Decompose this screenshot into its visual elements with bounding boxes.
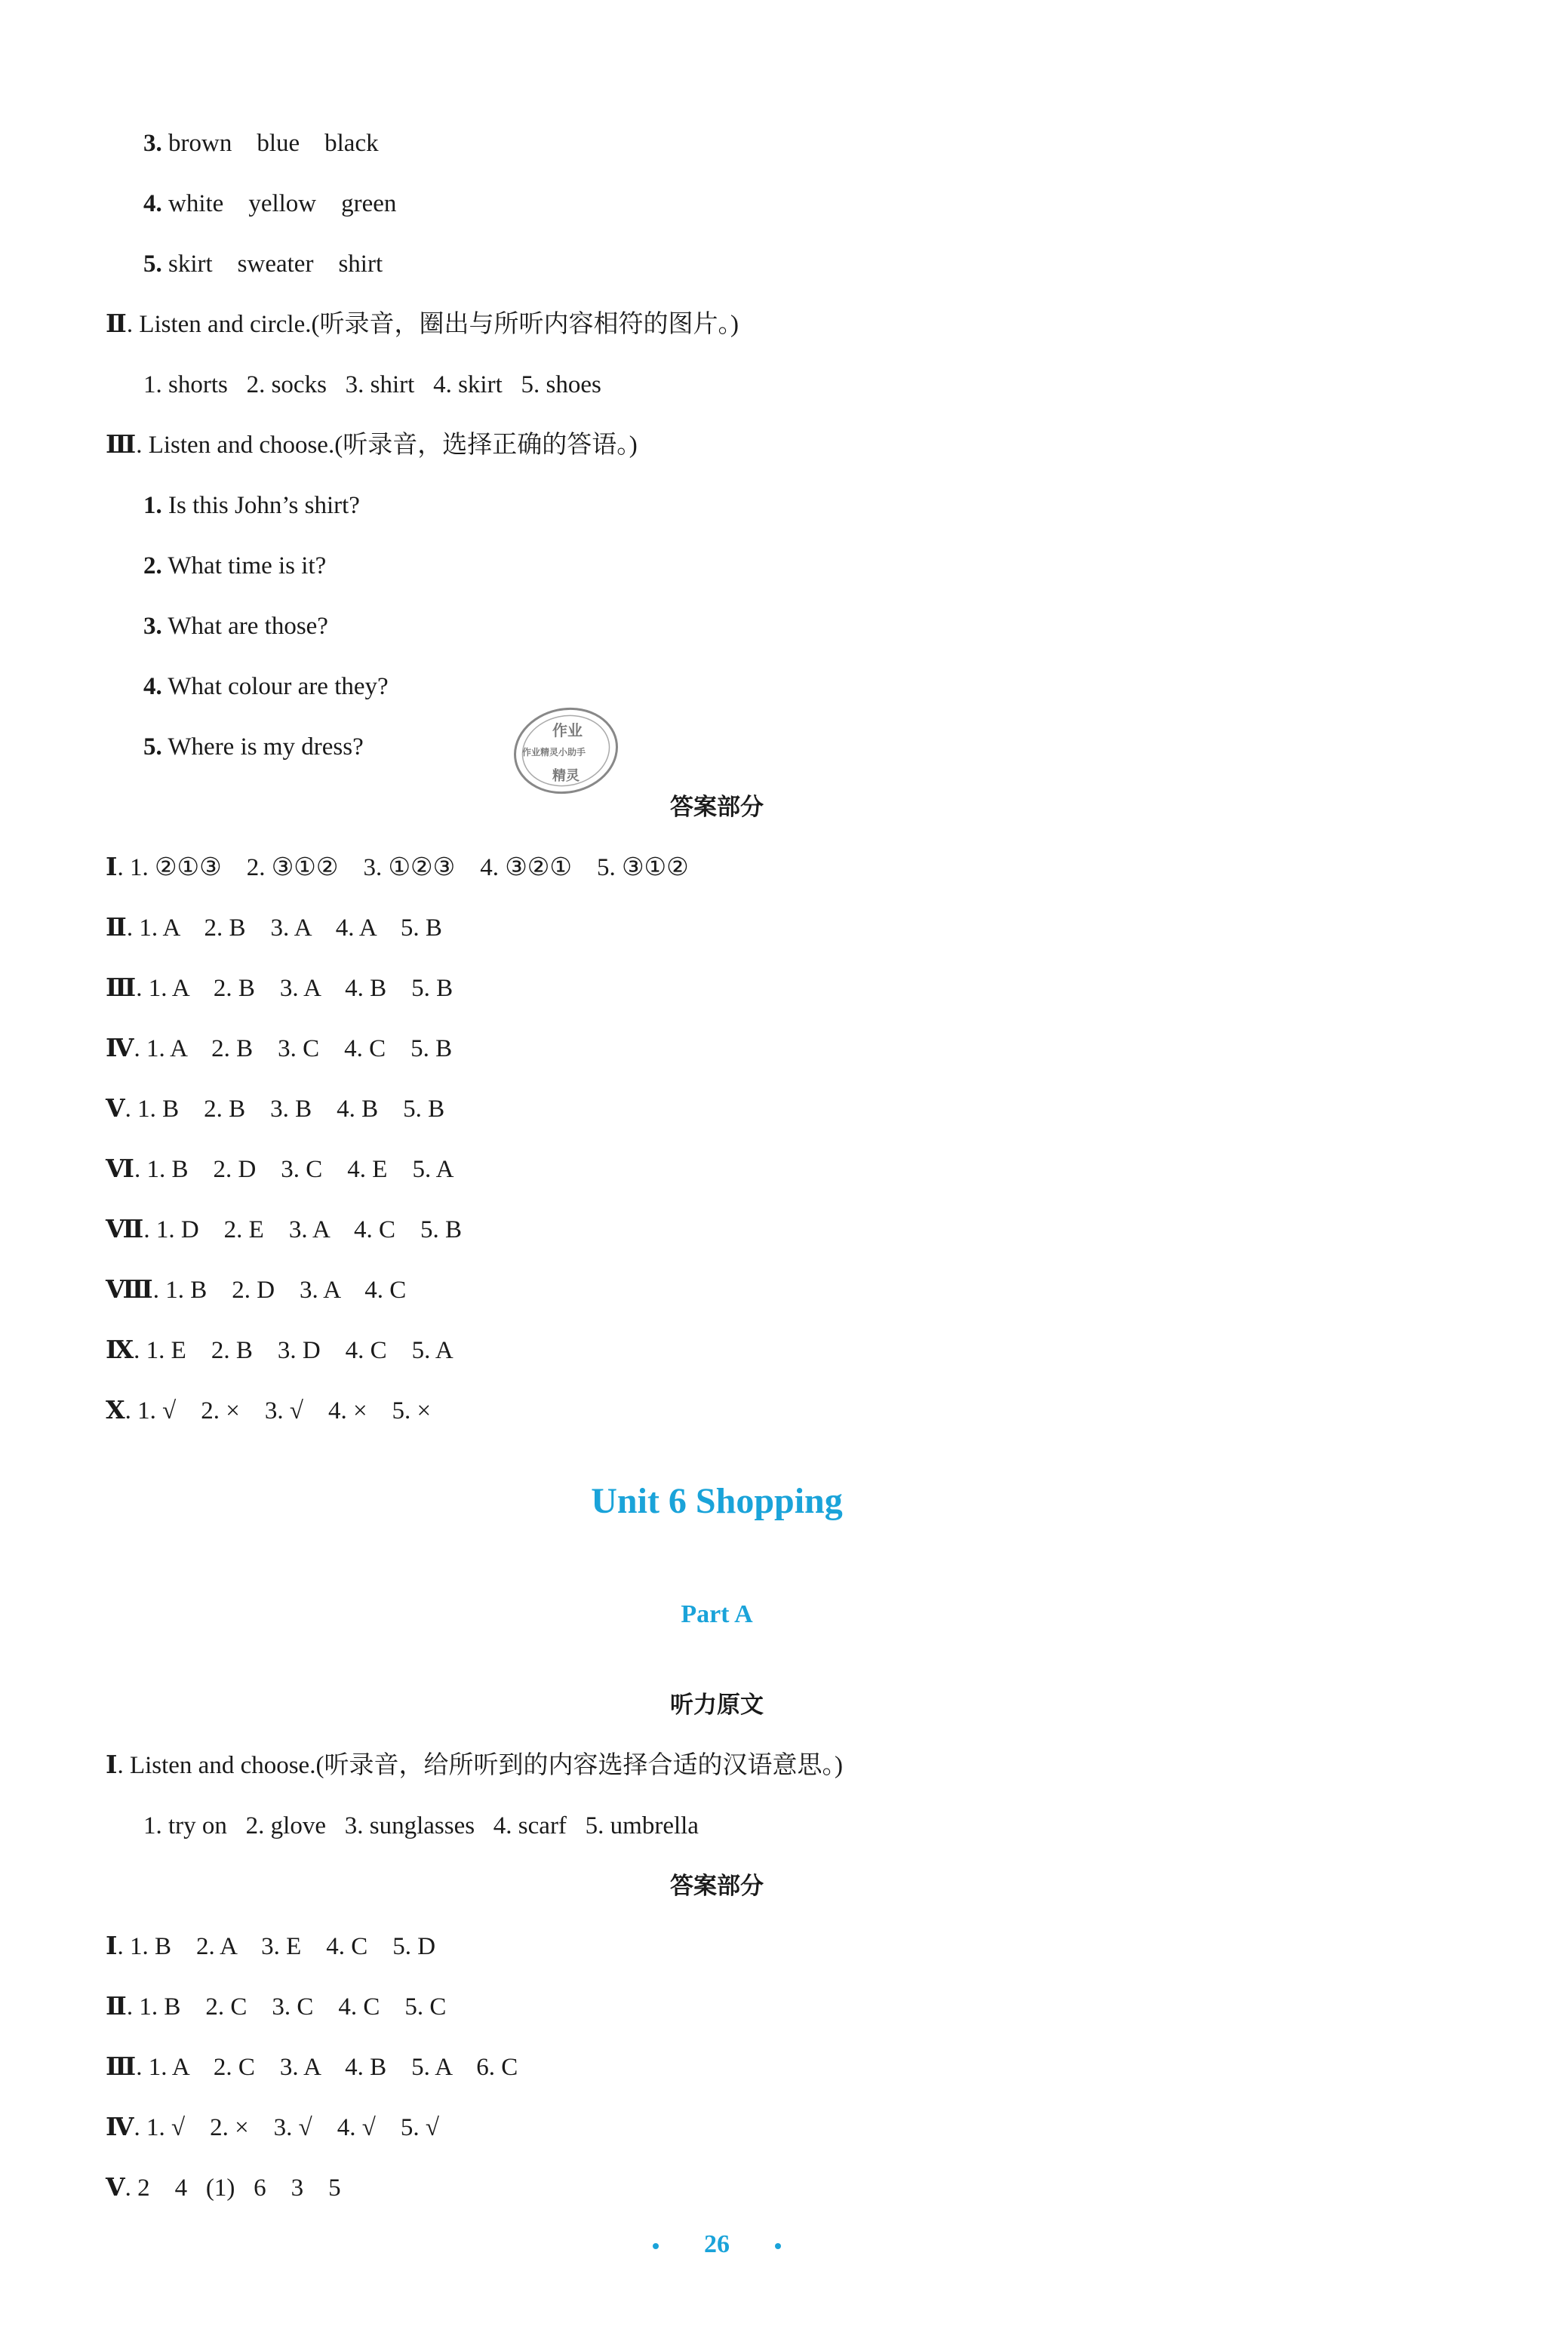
part-title: Part A: [681, 1600, 753, 1628]
question-5: 5. Where is my dress?: [143, 733, 364, 761]
section-3-heading: Ⅲ. Listen and choose.(听录音，选择正确的答语。): [106, 432, 638, 459]
stamp-text-top: 作业: [552, 721, 583, 739]
answer-row: Ⅴ. 1. B 2. B 3. B 4. B 5. B: [106, 1096, 445, 1123]
answer-row: Ⅱ. 1. A 2. B 3. A 4. A 5. B: [106, 914, 442, 942]
unit6-section-1-items: 1. try on 2. glove 3. sunglasses 4. scarf 5. umbrella: [143, 1812, 699, 1839]
answer-row: Ⅳ. 1. √ 2. × 3. √ 4. √ 5. √: [106, 2114, 440, 2141]
answer-row: Ⅰ. 1. B 2. A 3. E 4. C 5. D: [106, 1933, 436, 1960]
answer-row: Ⅰ. 1. ②①③ 2. ③①② 3. ①②③ 4. ③②① 5. ③①②: [106, 854, 689, 881]
answer-row: Ⅸ. 1. E 2. B 3. D 4. C 5. A: [106, 1337, 453, 1364]
answers-heading-2: 答案部分: [670, 1873, 764, 1900]
unit6-section-1-heading: Ⅰ. Listen and choose.(听录音，给所听到的内容选择合适的汉语意思。): [106, 1752, 843, 1779]
color-line-4: 4. white yellow green: [143, 190, 397, 217]
page-footer: [0, 2230, 1434, 2260]
watermark-stamp: [506, 702, 626, 800]
question-1: 1. Is this John’s shirt?: [143, 492, 360, 519]
answer-row: Ⅶ. 1. D 2. E 3. A 4. C 5. B: [106, 1216, 463, 1243]
stamp-text-middle: 作业精灵小助手: [522, 747, 586, 758]
answer-row: Ⅵ. 1. B 2. D 3. C 4. E 5. A: [106, 1156, 454, 1183]
clothes-line-5: 5. skirt sweater shirt: [143, 250, 383, 278]
answers-heading-1: 答案部分: [670, 794, 764, 821]
answer-row: Ⅹ. 1. √ 2. × 3. √ 4. × 5. ×: [106, 1397, 432, 1424]
answer-row: Ⅳ. 1. A 2. B 3. C 4. C 5. B: [106, 1035, 453, 1062]
question-2: 2. What time is it?: [143, 552, 327, 579]
footer-dot-left: [653, 2243, 659, 2249]
listening-script-heading: 听力原文: [670, 1692, 764, 1719]
answer-row: Ⅱ. 1. B 2. C 3. C 4. C 5. C: [106, 1993, 447, 2021]
question-3: 3. What are those?: [143, 613, 328, 640]
question-4: 4. What colour are they?: [143, 673, 389, 700]
answer-row: Ⅴ. 2 4 (1) 6 3 5: [106, 2174, 341, 2202]
unit-title: Unit 6 Shopping: [591, 1481, 843, 1521]
stamp-text-bottom: 精灵: [552, 768, 580, 784]
color-line-3: 3. brown blue black: [143, 130, 379, 157]
footer-dot-right: [775, 2243, 781, 2249]
answer-row: Ⅲ. 1. A 2. B 3. A 4. B 5. B: [106, 975, 453, 1002]
answer-row: Ⅲ. 1. A 2. C 3. A 4. B 5. A 6. C: [106, 2054, 518, 2081]
section-2-heading: Ⅱ. Listen and circle.(听录音，圈出与所听内容相符的图片。): [106, 311, 739, 338]
section-2-items: 1. shorts 2. socks 3. shirt 4. skirt 5. shoes: [143, 371, 601, 398]
answer-row: Ⅷ. 1. B 2. D 3. A 4. C: [106, 1277, 407, 1304]
page-number: 26: [704, 2230, 730, 2258]
